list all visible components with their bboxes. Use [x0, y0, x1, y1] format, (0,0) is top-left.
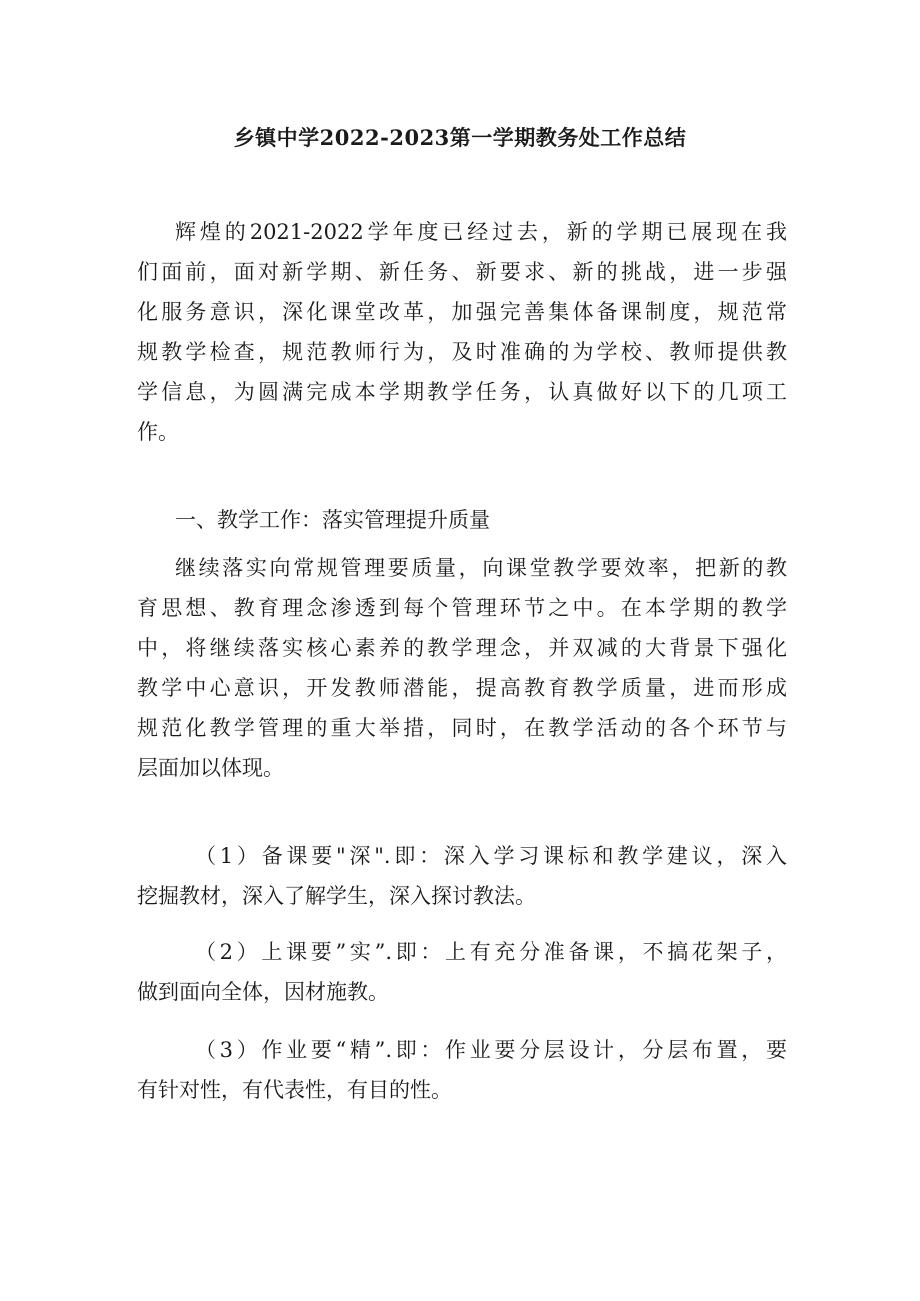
text-line: 层面加以体现。	[137, 756, 284, 780]
text-line: 规范化教学管理的重大举措，同时，在教学活动的各个环节与	[137, 716, 787, 740]
text-line: 教学中心意识，开发教师潜能，提高教育教学质量，进而形成	[137, 676, 787, 700]
list-item	[137, 836, 787, 916]
text-line: （3）作业要“精”.即：作业要分层设计，分层布置，要	[195, 1038, 787, 1062]
text-line: （2）上课要”实”.即：上有充分准备课，不搞花架子，	[195, 940, 787, 964]
text-line: 做到面向全体，因材施教。	[137, 980, 389, 1004]
text-line: 一、教学工作：落实管理提升质量	[175, 508, 490, 532]
text-line: 有针对性，有代表性，有目的性。	[137, 1078, 452, 1102]
text-line: 中，将继续落实核心素养的教学理念，并双减的大背景下强化	[137, 636, 787, 660]
list-item	[137, 1030, 787, 1110]
section-heading	[137, 500, 787, 540]
list-item	[137, 932, 787, 1012]
text-line: 挖掘教材，深入了解学生，深入探讨教法。	[137, 884, 536, 908]
text-line: 学信息，为圆满完成本学期教学任务，认真做好以下的几项工	[137, 380, 787, 404]
document-title: 乡镇中学2022-2023第一学期教务处工作总结	[233, 125, 687, 150]
paragraph-teaching	[137, 548, 787, 788]
paragraph-intro	[137, 212, 787, 452]
text-line: 作。	[137, 420, 179, 444]
text-line: 辉煌的2021-2022学年度已经过去，新的学期已展现在我	[175, 220, 787, 244]
text-line: 继续落实向常规管理要质量，向课堂教学要效率，把新的教	[175, 556, 787, 580]
text-line: （1）备课要"深".即：深入学习课标和教学建议，深入	[195, 844, 787, 868]
text-line: 化服务意识，深化课堂改革，加强完善集体备课制度，规范常	[137, 300, 787, 324]
text-line: 育思想、教育理念渗透到每个管理环节之中。在本学期的教学	[137, 596, 787, 620]
text-line: 们面前，面对新学期、新任务、新要求、新的挑战，进一步强	[137, 260, 787, 284]
text-line: 规教学检查，规范教师行为，及时准确的为学校、教师提供教	[137, 340, 787, 364]
